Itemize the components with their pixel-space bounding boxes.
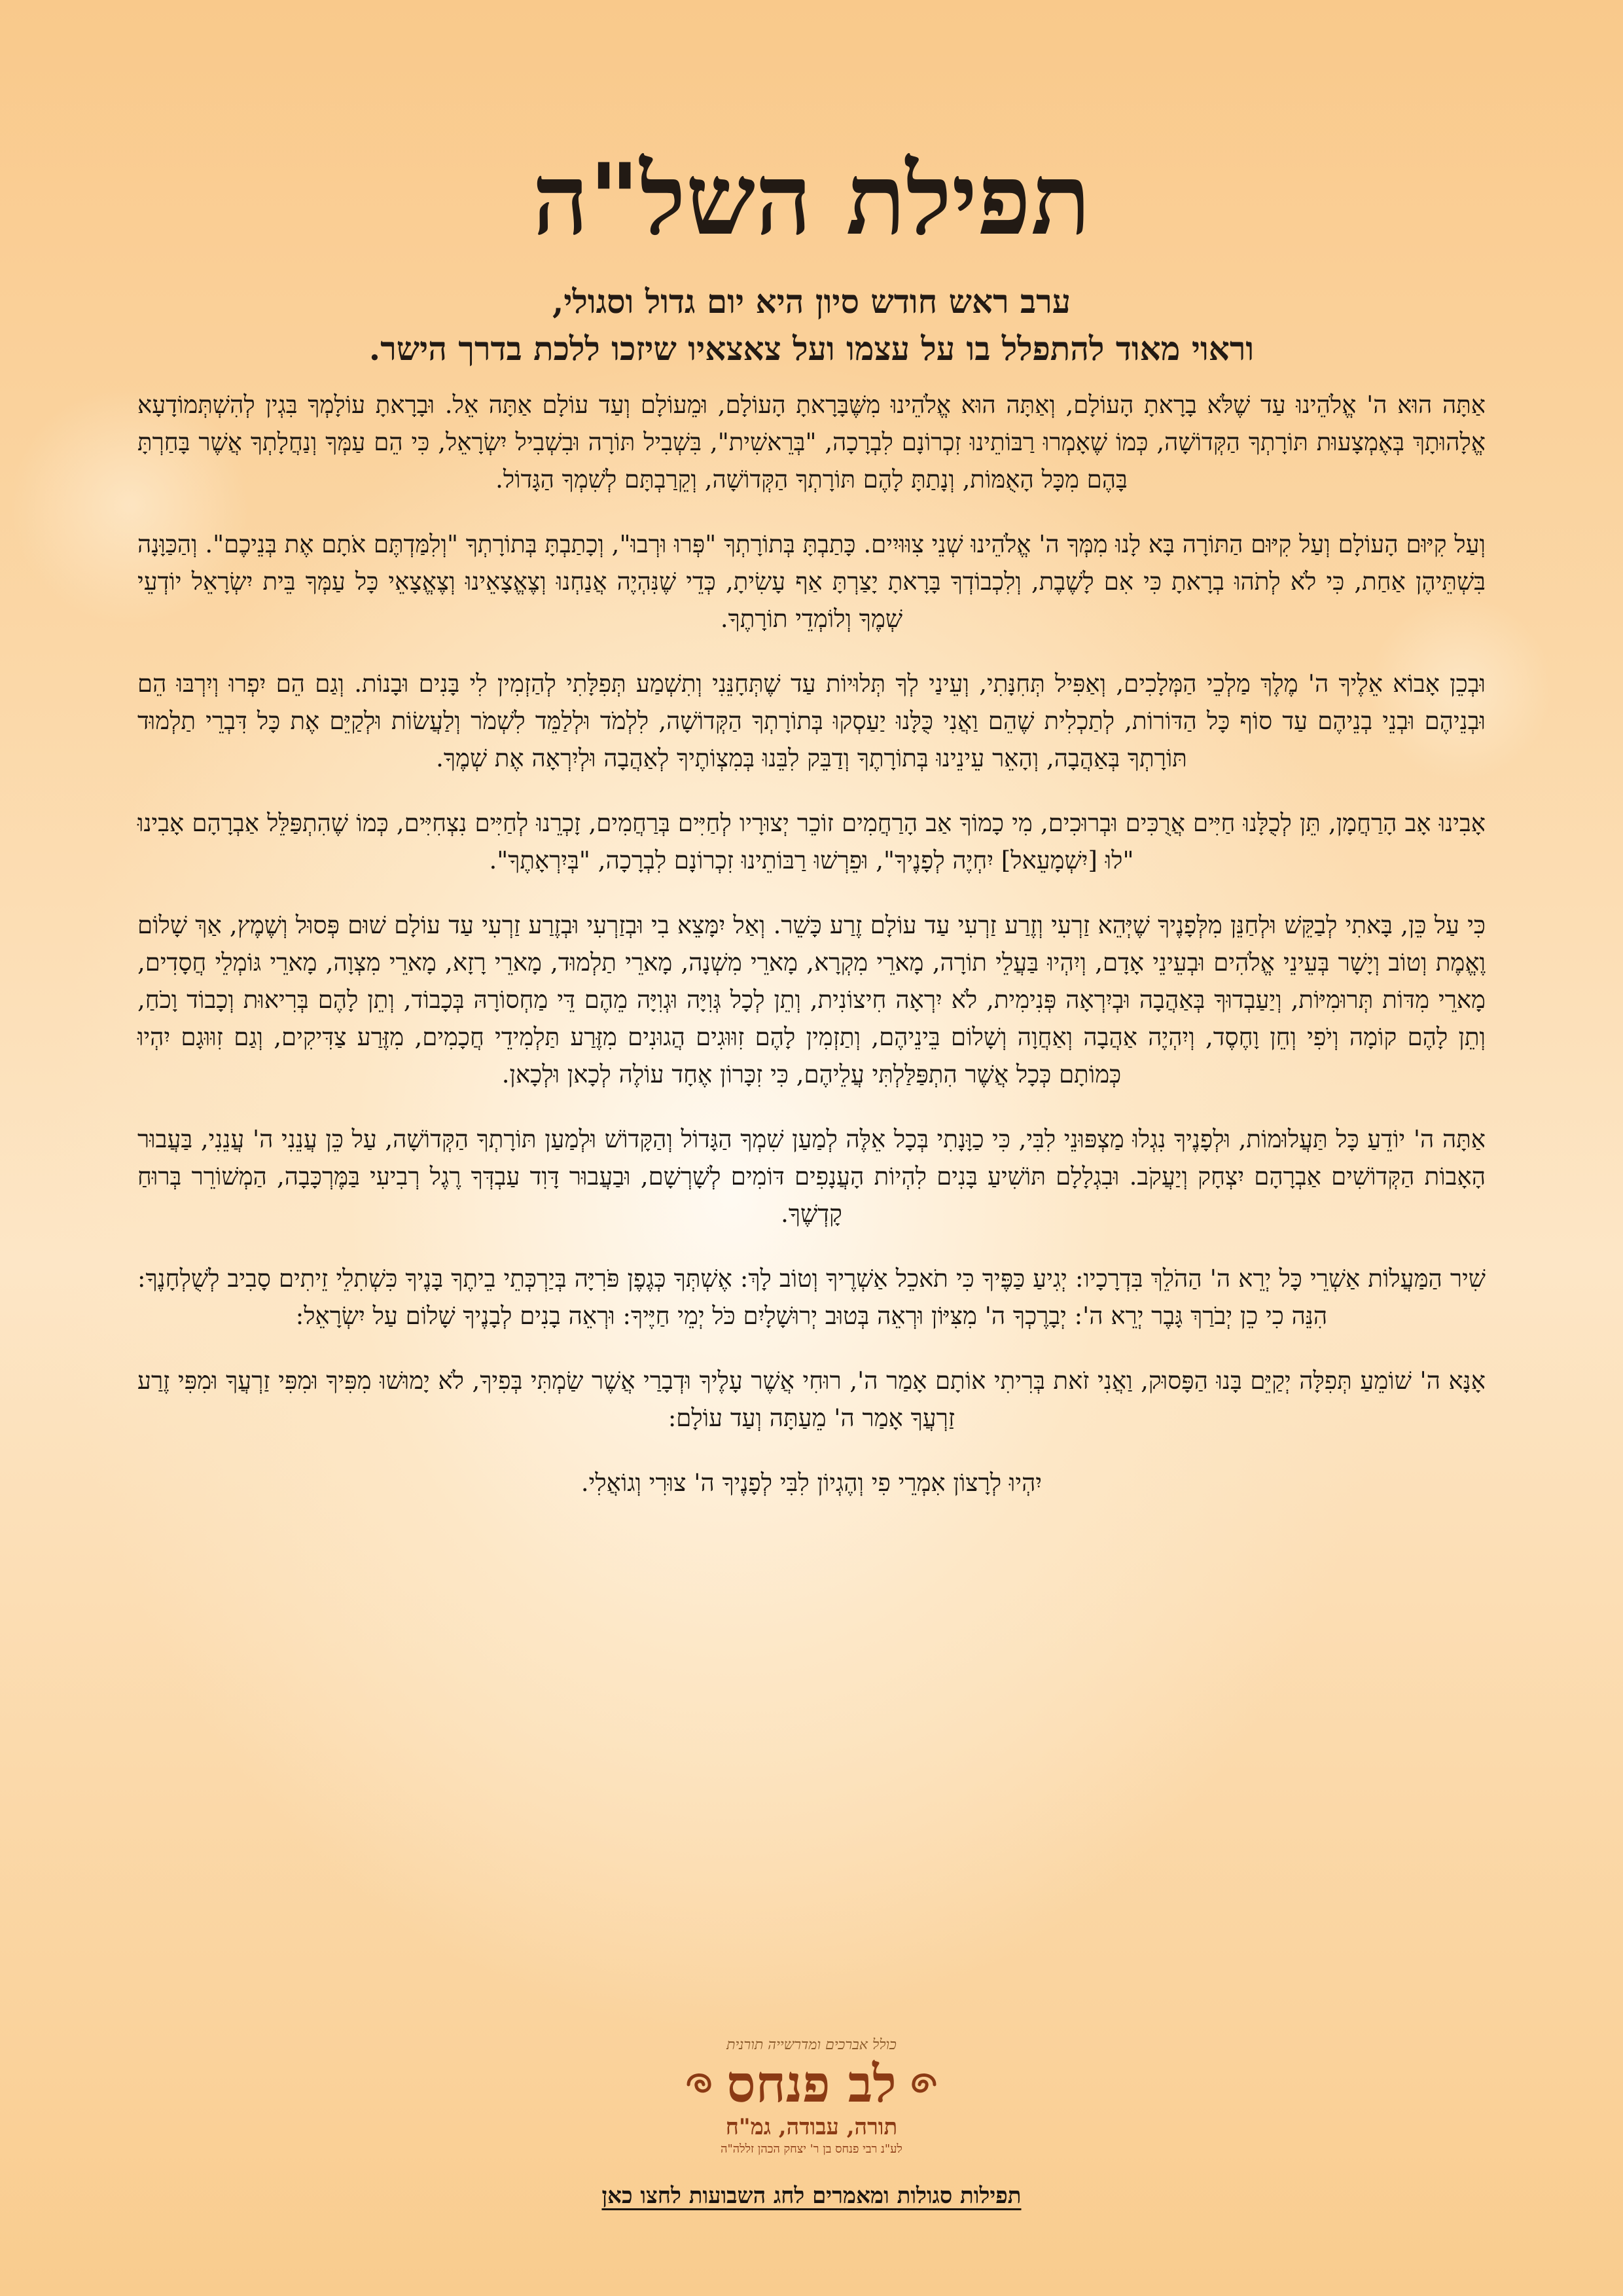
logo-dedication: לע"נ רבי פנחס בן ר' יצחק הכהן זללה"ה <box>721 2142 902 2156</box>
logo-name-row <box>648 2055 975 2114</box>
prayer-paragraph: אַתָּה הוּא ה' אֱלֹהֵינוּ עַד שֶׁלֹּא בָרָאתָ הָעוֹלָם, וְאַתָּה הוּא אֱלֹהֵינוּ מִשֶּׁבָּרָאתָ הָעוֹלָם, וּמֵעוֹלָם וְעַד עוֹלָם אַתָּה אֵל. וּבָרָאתָ עוֹלָמְךָ בִּגְין לְהִשְׁתְּמוֹדָעָא אֱלָהוּתָךְ בְּאֶמְצָעוּת תּוֹרָתְךָ הַקְּדוֹשָׁה, כְּמוֹ שֶׁאָמְרוּ רַבּוֹתֵינוּ זִכְרוֹנָם לִבְרָכָה, "בְּרֵאשִׁית", בִּשְׁבִיל תּוֹרָה וּבִשְׁבִיל יִשְׂרָאֵל, כִּי הֵם עַמְּךָ וְנַחֲלָתְךָ אֲשֶׁר בָּחַרְתָּ בָּהֶם מִכָּל הָאֻמּוֹת, וְנָתַתָּ לָהֶם תּוֹרָתְךָ הַקְּדוֹשָׁה, וְקֵרַבְתָּם לְשִׁמְךָ הַגָּדוֹל. <box>137 391 1486 493</box>
swirl-ornament-icon <box>902 2065 941 2104</box>
subtitle <box>105 278 1518 372</box>
prayer-paragraph: וּבְכֵן אָבוֹא אֵלֶיךָ ה' מֶלֶךְ מַלְכֵי הַמְּלָכִים, וְאַפִּיל תְּחִנָּתִי, וְעֵינַי לְךָ תְּלוּיוֹת עַד שֶׁתְּחָנֵּנִי וְתִשְׁמַע תְּפִלָּתִי לְהַזְמִין לִי בָּנִים וּבָנוֹת. וְגַם הֵם יִפְרוּ וְיִרְבּוּ הֵם וּבְנֵיהֶם וּבְנֵי בְנֵיהֶם עַד סוֹף כָּל הַדּוֹרוֹת, לְתַכְלִית שֶׁהֵם וַאֲנִי כֻּלָּנוּ יַעַסְקוּ בְּתוֹרָתְךָ הַקְּדוֹשָׁה, לִלְמֹד וּלְלַמֵּד לִשְׁמֹר וְלַעֲשׂוֹת וּלְקַיֵּם אֶת כָּל דִּבְרֵי תַלְמוּד תּוֹרָתְךָ בְּאַהֲבָה, וְהָאֵר עֵינֵינוּ בְּתוֹרָתֶךָ וְדַבֵּק לִבֵּנוּ בְּמִצְוֹתֶיךָ לְאַהֲבָה וּלְיִרְאָה אֶת שְׁמֶךָ. <box>137 670 1486 772</box>
prayer-paragraph: אָנָּא ה' שׁוֹמֵעַ תְּפִלָּה יְקַיֵּם בָּנוּ הַפָּסוּק, וַאֲנִי זֹאת בְּרִיתִי אוֹתָם אָמַר ה', רוּחִי אֲשֶׁר עָלֶיךָ וּדְבָרַי אֲשֶׁר שַׂמְתִּי בְּפִיךָ, לֹא יָמוּשׁוּ מִפִּיךָ וּמִפִּי זַרְעֲךָ וּמִפִּי זֶרַע זַרְעֲךָ אָמַר ה' מֵעַתָּה וְעַד עוֹלָם: <box>137 1367 1486 1432</box>
prayer-paragraph: יִהְיוּ לְרָצוֹן אִמְרֵי פִי וְהֶגְיוֹן לִבִּי לְפָנֶיךָ ה' צוּרִי וְגוֹאֲלִי. <box>580 1469 1043 1497</box>
prayer-body <box>137 386 1486 1529</box>
prayer-paragraph: אַתָּה ה' יוֹדֵעַ כָּל תַּעֲלוּמוֹת, וּלְפָנֶיךָ נִגְלוּ מַצְפּוּנֵי לִבִּי, כִּי כַוָּנָתִי בְּכָל אֵלֶּה לְמַעַן שִׁמְךָ הַגָּדוֹל וְהַקָּדוֹשׁ וּלְמַעַן תּוֹרָתְךָ הַקְּדוֹשָׁה, עַל כֵּן עֲנֵנִי ה' עֲנֵנִי, בַּעֲבוּר הָאָבוֹת הַקְּדוֹשִׁים אַבְרָהָם יִצְחָק וְיַעֲקֹב. וּבִגְלָלָם תּוֹשִׁיעַ בָּנִים לִהְיוֹת הָעֲנָפִים דּוֹמִים לְשָׁרְשָׁם, וּבַעֲבוּר דָּוִד עַבְדְּךָ רֶגֶל רְבִיעִי בַּמֶּרְכָּבָה, הַמְשׁוֹרֵר בְּרוּחַ קָדְשֶׁךָ. <box>137 1125 1486 1228</box>
swirl-ornament-icon <box>682 2065 721 2104</box>
prayer-paragraph: וְעַל קִיּוּם הָעוֹלָם וְעַל קִיּוּם הַתּוֹרָה בָּא לָנוּ מִמְּךָ ה' אֱלֹהֵינוּ שְׁנֵי צִוּוּיִים. כָּתַבְתָּ בְּתוֹרָתְךָ "פְּרוּ וּרְבוּ", וְכָתַבְתָּ בְּתוֹרָתְךָ "וְלִמַּדְתֶּם אֹתָם אֶת בְּנֵיכֶם". וְהַכַּוָּנָה בִּשְׁתֵּיהֶן אַחַת, כִּי לֹא לְתֹהוּ בְרָאתָ כִּי אִם לָשֶׁבֶת, וְלִכְבוֹדְךָ בָּרָאתָ יָצַרְתָּ אַף עָשִׂיתָ, כְּדֵי שֶׁנִּהְיֶה אֲנַחְנוּ וְצֶאֱצָאֵינוּ וְצֶאֱצָאֵי כָּל עַמְּךָ בֵּית יִשְׂרָאֵל יוֹדְעֵי שְׁמֶךָ וְלוֹמְדֵי תוֹרָתֶךָ. <box>137 530 1486 633</box>
logo-name: לב פנחס <box>726 2054 897 2114</box>
page-title: תפילת השל"ה <box>532 142 1091 257</box>
institution-logo <box>648 2036 975 2166</box>
logo-top-line: כולל אברכים ומדרשייה תורנית <box>726 2037 897 2053</box>
logo-tagline: תורה, עבודה, גמ"ח <box>725 2114 898 2140</box>
footer-link-container <box>0 2183 1623 2209</box>
subtitle-line-2: וראוי מאוד להתפלל בו על עצמו ועל צאצאיו שיזכו ללכת בדרך הישר. <box>368 329 1255 368</box>
subtitle-line-1: ערב ראש חודש סיון היא יום גדול וסגולי, <box>552 282 1071 321</box>
prayer-paragraph: שִׁיר הַמַּעֲלוֹת אַשְׁרֵי כָּל יְרֵא ה' הַהֹלֵךְ בִּדְרָכָיו: יְגִיעַ כַּפֶּיךָ כִּי תֹאכֵל אַשְׁרֶיךָ וְטוֹב לָךְ: אֶשְׁתְּךָ כְּגֶפֶן פֹּרִיָּה בְּיַרְכְּתֵי בֵיתֶךָ בָּנֶיךָ כִּשְׁתִלֵי זֵיתִים סָבִיב לְשֻׁלְחָנֶךָ: הִנֵּה כִי כֵן יְבֹרַךְ גָּבֶר יְרֵא ה': יְבָרֶכְךָ ה' מִצִּיּוֹן וּרְאֵה בְּטוּב יְרוּשָׁלָיִם כֹּל יְמֵי חַיֶּיךָ: וּרְאֵה בָנִים לְבָנֶיךָ שָׁלוֹם עַל יִשְׂרָאֵל: <box>137 1265 1486 1330</box>
prayer-paragraph: אָבִינוּ אָב הָרַחֲמָן, תֵּן לְכֻלָּנוּ חַיִּים אֲרֻכִּים וּבְרוּכִים, מִי כָמוֹךָ אַב הָרַחֲמִים זוֹכֵר יְצוּרָיו לְחַיִּים בְּרַחֲמִים, זָכְרֵנוּ לְחַיִּים נִצְחִיִּים, כְּמוֹ שֶׁהִתְפַּלֵּל אַבְרָהָם אָבִינוּ "לוּ [יִשְׁמָעֵאל] יִחְיֶה לְפָנֶיךָ", וּפֵרְשׁוּ רַבּוֹתֵינוּ זִכְרוֹנָם לִבְרָכָה, "בְּיִרְאָתֶךָ". <box>137 809 1486 874</box>
shavuot-prayers-link[interactable]: תפילות סגולות ומאמרים לחג השבועות לחצו כאן <box>601 2183 1022 2209</box>
prayer-paragraph: כִּי עַל כֵּן, בָּאתִי לְבַקֵּשׁ וּלְחַנֵּן מִלְּפָנֶיךָ שֶׁיְּהֵא זַרְעִי וְזֶרַע זַרְעִי עַד עוֹלָם זֶרַע כָּשֵׁר. וְאַל יִמָּצֵא בִי וּבְזַרְעִי וּבְזֶרַע זַרְעִי עַד עוֹלָם שׁוּם פְּסוּל וְשֶׁמֶץ, אַךְ שָׁלוֹם וֶאֱמֶת וְטוֹב וְיָשָׁר בְּעֵינֵי אֱלֹהִים וּבְעֵינֵי אָדָם, וְיִהְיוּ בַּעֲלֵי תוֹרָה, מָארֵי מִקְרָא, מָארֵי מִשְׁנָה, מָארֵי תַלְמוּד, מָארֵי רָזָא, מָארֵי מִצְוָה, מָארֵי גּוֹמְלֵי חֲסָדִים, מָארֵי מִדּוֹת תְּרוּמִיּוֹת, וְיַעַבְדוּךָ בְּאַהֲבָה וּבְיִרְאָה פְּנִימִית, לֹא יִרְאָה חִיצוֹנִית, וְתֵן לְכָל גְּוִיָּה וּגְוִיָּה מֵהֶם דֵּי מַחְסוֹרָהּ בְּכָבוֹד, וְתֵן לָהֶם בְּרִיאוּת וְכָבוֹד וָכֹחַ, וְתֵן לָהֶם קוֹמָה וְיֹפִי וְחֵן וָחֶסֶד, וְיִהְיֶה אַהֲבָה וְאַחֲוָה וְשָׁלוֹם בֵּינֵיהֶם, וְתַזְמִין לָהֶם זִוּוּגִים הֲגוּנִים מִזֶּרַע תַּלְמִידֵי חֲכָמִים, מִזֶּרַע צַדִּיקִים, וְגַם זִוּוּגָם יִהְיוּ כְּמוֹתָם כְּכָל אֲשֶׁר הִתְפַּלַּלְתִּי עֲלֵיהֶם, כִּי זִכָּרוֹן אֶחָד עוֹלֶה לְכָאן וּלְכָאן. <box>137 911 1486 1088</box>
